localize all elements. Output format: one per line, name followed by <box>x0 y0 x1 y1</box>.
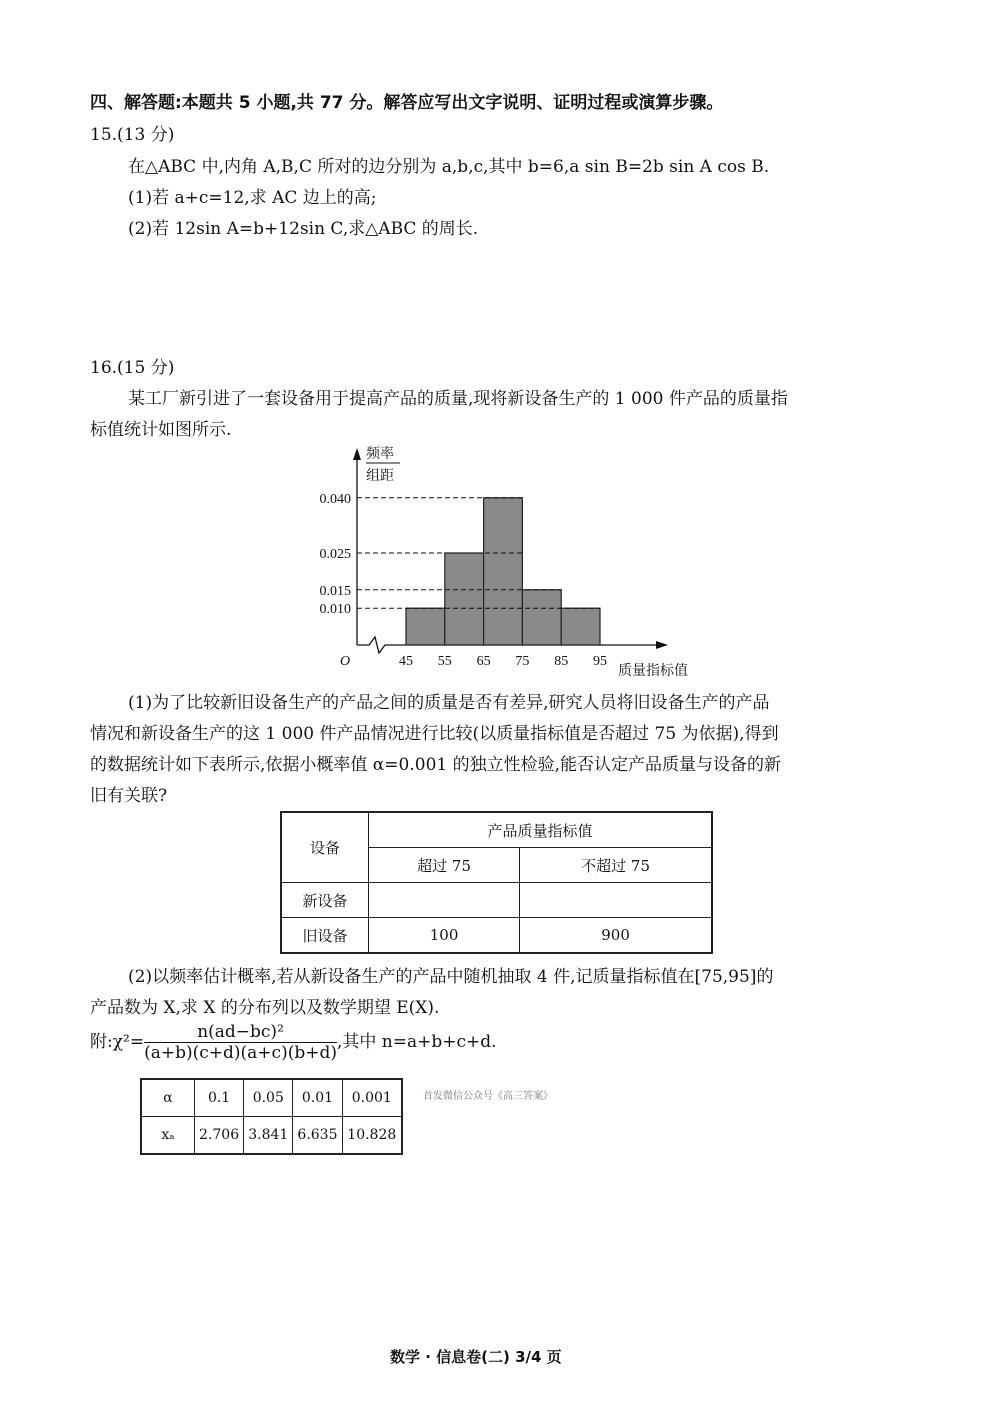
cell: 0.1 <box>195 1079 244 1117</box>
cell <box>369 883 520 918</box>
cell: 3.841 <box>244 1117 293 1155</box>
q16-part1-line1: (1)为了比较新旧设备生产的产品之间的质量是否有差异,研究人员将旧设备生产的产品 <box>128 693 770 713</box>
cell: 6.635 <box>293 1117 342 1155</box>
x-tick-label: 95 <box>593 654 607 669</box>
row-label: 新设备 <box>281 883 369 918</box>
q15-stem: 在△ABC 中,内角 A,B,C 所对的边分别为 a,b,c,其中 b=6,a sin B=2b sin A cos B. <box>128 157 770 177</box>
cell <box>520 883 712 918</box>
y-tick-label: 0.015 <box>319 583 351 599</box>
x-tick-label: 75 <box>515 654 530 669</box>
y-tick-label: 0.010 <box>319 602 351 618</box>
section-header: 四、解答题:本题共 5 小题,共 77 分。解答应写出文字说明、证明过程或演算步骤。 <box>90 93 724 113</box>
y-tick-label: 0.025 <box>319 547 351 562</box>
y-axis-label-denominator: 组距 <box>366 469 394 484</box>
table-row <box>141 1079 402 1117</box>
header-notover75: 不超过 75 <box>520 848 712 883</box>
q16-part1-line4: 旧有关联? <box>90 786 168 806</box>
cell: 0.001 <box>342 1079 402 1117</box>
x-tick-label: 45 <box>399 654 413 669</box>
watermark: 首发微信公众号《高三答案》 <box>423 1091 553 1102</box>
q16-part2-line2: 产品数为 X,求 X 的分布列以及数学期望 E(X). <box>90 998 440 1018</box>
chi-square-formula <box>90 1022 497 1063</box>
formula-fraction <box>144 1022 337 1063</box>
x-tick-label: 85 <box>554 654 569 669</box>
cell: 2.706 <box>195 1117 244 1155</box>
header-device: 设备 <box>281 812 369 883</box>
x-tick-label: 55 <box>437 654 452 669</box>
histogram-bar <box>561 608 600 645</box>
header-quality: 产品质量指标值 <box>369 812 713 848</box>
page-footer: 数学 · 信息卷(二) 3/4 页 <box>390 1348 562 1366</box>
cell: 100 <box>369 918 520 954</box>
cell: 0.05 <box>244 1079 293 1117</box>
q16-stem-line1: 某工厂新引进了一套设备用于提高产品的质量,现将新设备生产的 1 000 件产品的质量指 <box>128 389 788 409</box>
x-axis-arrow <box>656 641 668 649</box>
q15-number: 15.(13 分) <box>90 125 175 145</box>
x-axis-label: 质量指标值 <box>618 664 688 679</box>
histogram-bar <box>484 498 523 645</box>
cell: 10.828 <box>342 1117 402 1155</box>
q16-part2-line1: (2)以频率估计概率,若从新设备生产的产品中随机抽取 4 件,记质量指标值在[75,95]的 <box>128 967 774 987</box>
origin-label: O <box>339 654 351 669</box>
cell: 0.01 <box>293 1079 342 1117</box>
formula-suffix: ,其中 n=a+b+c+d. <box>336 1032 497 1052</box>
q16-number: 16.(15 分) <box>90 358 175 378</box>
x-tick-label: 65 <box>476 654 491 669</box>
histogram <box>300 440 720 685</box>
formula-numerator: n(ad−bc)² <box>144 1022 337 1043</box>
q15-part1: (1)若 a+c=12,求 AC 边上的高; <box>128 188 377 208</box>
table-row <box>141 1117 402 1155</box>
row-label: xₐ <box>141 1117 195 1155</box>
y-axis-label-numerator: 频率 <box>366 447 394 462</box>
formula-denominator: (a+b)(c+d)(a+c)(b+d) <box>144 1043 337 1063</box>
row-label: 旧设备 <box>281 918 369 954</box>
contingency-table <box>280 811 713 954</box>
cell: 900 <box>520 918 712 954</box>
histogram-bar <box>522 590 561 645</box>
header-over75: 超过 75 <box>369 848 520 883</box>
table-row <box>281 918 712 954</box>
y-tick-label: 0.040 <box>319 491 351 507</box>
q16-part1-line3: 的数据统计如下表所示,依据小概率值 α=0.001 的独立性检验,能否认定产品质量与设备的新 <box>90 755 782 775</box>
row-label: α <box>141 1079 195 1117</box>
q15-part2: (2)若 12sin A=b+12sin C,求△ABC 的周长. <box>128 219 479 239</box>
table-row <box>281 883 712 918</box>
y-axis-arrow <box>353 448 361 460</box>
critical-value-table <box>140 1078 403 1155</box>
appendix-prefix: 附:χ²= <box>90 1032 145 1052</box>
histogram-bar <box>406 608 445 645</box>
histogram-bar <box>445 553 484 645</box>
q16-stem-line2: 标值统计如图所示. <box>90 420 232 440</box>
q16-part1-line2: 情况和新设备生产的这 1 000 件产品情况进行比较(以质量指标值是否超过 75 为依据),得到 <box>90 724 779 744</box>
